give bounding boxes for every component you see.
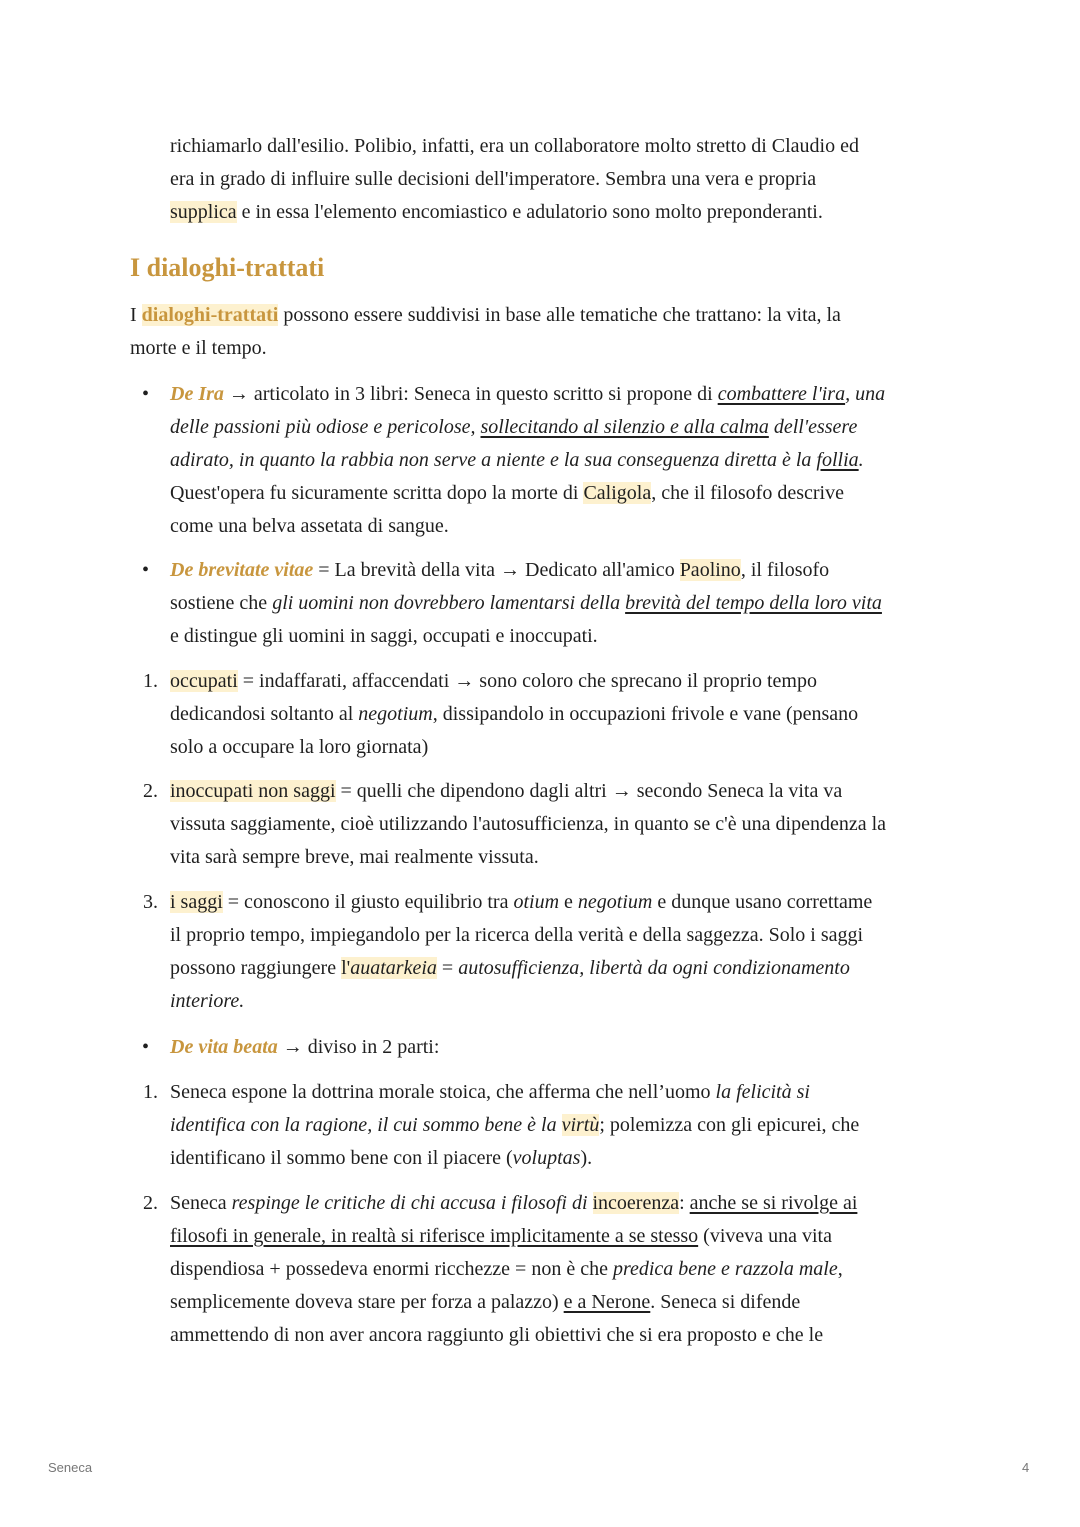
de-vita-line-1: De vita beata → diviso in 2 parti: [170,1036,440,1058]
list1-item-2-line-2: vissuta saggiamente, cioè utilizzando l'autosufficienza, in quanto se c'è una dipendenza la [170,813,887,835]
list2-item-2-line-1: Seneca respinge le critiche di chi accusa i filosofi di incoerenza: anche se si rivolge ai [170,1192,858,1214]
highlight-paolino: Paolino [679,559,741,581]
list2-item-2-line-4: semplicemente doveva stare per forza a palazzo) e a Nerone. Seneca si difende [170,1291,801,1313]
list2-item-2-line-3: dispendiosa + possedeva enormi ricchezze = non è che predica bene e razzola male, [170,1258,843,1280]
list1-item-3-line-2: il proprio tempo, impiegandolo per la ricerca della verità e della saggezza. Solo i saggi [170,924,864,946]
list1-item-2-line-1: inoccupati non saggi = quelli che dipendono dagli altri → secondo Seneca la vita va [170,780,843,802]
page-number: 4 [1022,1460,1030,1475]
highlight-supplica: supplica [170,201,237,223]
list2-number-2: 2. [143,1192,158,1214]
highlight-auatarkeia: l'auatarkeia [341,957,437,979]
list2-item-1-line-2: identifica con la ragione, il cui sommo bene è la virtù; polemizza con gli epicurei, che [170,1114,860,1136]
section-heading: I dialoghi-trattati [130,253,325,282]
list1-item-3-line-3: possono raggiungere l'auatarkeia = autosufficienza, libertà da ogni condizionamento [170,957,850,979]
de-brevitate-line-3: e distingue gli uomini in saggi, occupati e inoccupati. [170,625,598,647]
list1-item-1-line-1: occupati = indaffarati, affaccendati → sono coloro che sprecano il proprio tempo [170,670,817,692]
de-ira-line-3: adirato, in quanto la rabbia non serve a niente e la sua conseguenza diretta è la follia. [170,449,864,471]
highlight-occupati: occupati [170,670,238,692]
highlight-caligola: Caligola [583,482,652,504]
de-brevitate-line-1: De brevitate vitae = La brevità della vita → Dedicato all'amico Paolino, il filosofo [170,559,830,581]
list2-item-2-line-2: filosofi in generale, in realtà si riferisce implicitamente a se stesso (viveva una vita [170,1225,832,1247]
list2-item-2-line-5: ammettendo di non aver ancora raggiunto gli obiettivi che si era proposto e che le [170,1324,824,1346]
highlight-incoerenza: incoerenza [592,1192,680,1214]
list1-number-1: 1. [143,670,158,692]
list2-number-1: 1. [143,1081,158,1103]
term-dialoghi-trattati: dialoghi-trattati [141,304,279,326]
footer-title: Seneca [48,1460,93,1475]
intro-line-2: era in grado di influire sulle decisioni dell'imperatore. Sembra una vera e propria [170,168,817,190]
title-de-ira: De Ira [170,383,224,405]
bullet-de-ira: • [142,383,150,405]
intro-line-3: supplica e in essa l'elemento encomiastico e adulatorio sono molto preponderanti. [170,201,823,223]
list1-item-3-line-1: i saggi = conoscono il giusto equilibrio tra otium e negotium e dunque usano correttame [170,891,873,913]
list2-item-1-line-1: Seneca espone la dottrina morale stoica, che afferma che nell’uomo la felicità si [170,1081,810,1103]
bullet-de-vita-beata: • [142,1036,150,1058]
list1-item-2-line-3: vita sarà sempre breve, mai realmente vissuta. [170,846,539,868]
para1-line-1: I dialoghi-trattati possono essere suddivisi in base alle tematiche che trattano: la vita, la [130,304,841,326]
bullet-de-brevitate: • [142,559,150,581]
intro-line-1: richiamarlo dall'esilio. Polibio, infatti, era un collaboratore molto stretto di Claudio ed [170,135,859,157]
highlight-inoccupati: inoccupati non saggi [170,780,336,802]
de-ira-line-2: delle passioni più odiose e pericolose, sollecitando al silenzio e alla calma dell'essere [170,416,858,438]
list1-item-1-line-3: solo a occupare la loro giornata) [170,736,429,758]
de-brevitate-line-2: sostiene che gli uomini non dovrebbero lamentarsi della brevità del tempo della loro vita [170,592,882,614]
title-de-vita-beata: De vita beata [170,1036,278,1058]
de-ira-line-5: come una belva assetata di sangue. [170,515,449,537]
list1-item-3-line-4: interiore. [170,990,245,1012]
list1-number-3: 3. [143,891,158,913]
de-ira-line-4: Quest'opera fu sicuramente scritta dopo la morte di Caligola, che il filosofo descrive [170,482,844,504]
highlight-virtu: virtù [561,1114,600,1136]
list1-number-2: 2. [143,780,158,802]
list1-item-1-line-2: dedicandosi soltanto al negotium, dissipandolo in occupazioni frivole e vane (pensano [170,703,859,725]
title-de-brevitate: De brevitate vitae [170,559,314,581]
highlight-i-saggi: i saggi [170,891,223,913]
para1-line-2: morte e il tempo. [130,337,267,359]
list2-item-1-line-3: identificano il sommo bene con il piacere (voluptas). [170,1147,593,1169]
de-ira-line-1: De Ira → articolato in 3 libri: Seneca in questo scritto si propone di combattere l'ira, una [170,383,886,405]
